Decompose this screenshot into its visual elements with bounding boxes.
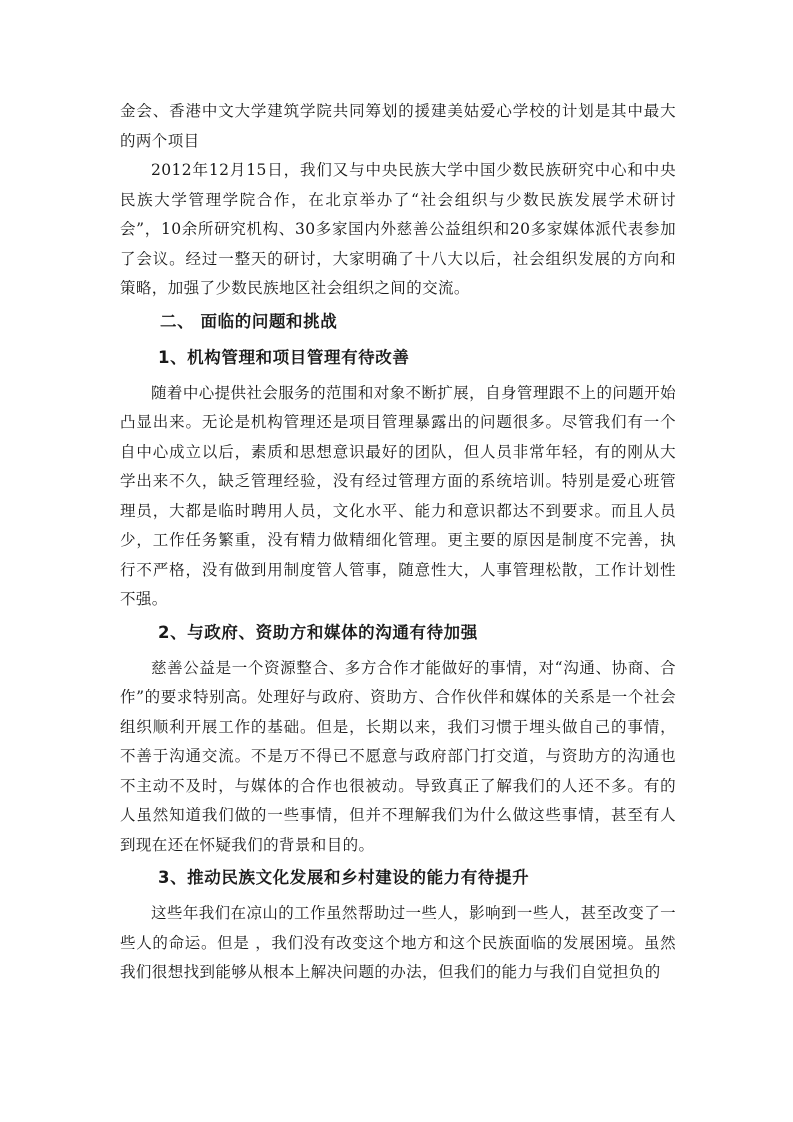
document-body bbox=[120, 97, 676, 988]
paragraph-seminar: 2012年12月15日，我们又与中央民族大学中国少数民族研究中心和中央民族大学管理学院合作，在北京举办了“社会组织与少数民族发展学术研讨会”，10余所研究机构、30多家国内外慈善公益组织和20多家媒体派代表参加了会议。经过一整天的研讨，大家明确了十八大以后，社会组织发展的方向和策略，加强了少数民族地区社会组织之间的交流。 bbox=[120, 161, 676, 297]
subsection-heading-communication: 2、与政府、资助方和媒体的沟通有待加强 bbox=[158, 622, 478, 642]
subsection-heading-management: 1、机构管理和项目管理有待改善 bbox=[158, 347, 410, 367]
paragraph-capacity: 这些年我们在凉山的工作虽然帮助过一些人，影响到一些人，甚至改变了一些人的命运。但是 ，我们没有改变这个地方和这个民族面临的发展困境。虽然我们很想找到能够从根本上解决问题的办法，但我们的能力与我们自觉担负的 bbox=[120, 904, 676, 981]
paragraph-continuation: 金会、香港中文大学建筑学院共同筹划的援建美姑爱心学校的计划是其中最大的两个项目 bbox=[120, 102, 676, 150]
paragraph-communication: 慈善公益是一个资源整合、多方合作才能做好的事情，对“沟通、协商、合作”的要求特别高。处理好与政府、资助方、合作伙伴和媒体的关系是一个社会组织顺利开展工作的基础。但是，长期以来，我们习惯于埋头做自己的事情，不善于沟通交流。不是万不得已不愿意与政府部门打交道，与资助方的沟通也不主动不及时，与媒体的合作也很被动。导致真正了解我们的人还不多。有的人虽然知道我们做的一些事情，但并不理解我们为什么做这些事情，甚至有人到现在还在怀疑我们的背景和目的。 bbox=[120, 658, 676, 854]
paragraph-management: 随着中心提供社会服务的范围和对象不断扩展，自身管理跟不上的问题开始凸显出来。无论是机构管理还是项目管理暴露出的问题很多。尽管我们有一个自中心成立以后，素质和思想意识最好的团队，但人员非常年轻，有的刚从大学出来不久，缺乏管理经验，没有经过管理方面的系统培训。特别是爱心班管理员，大都是临时聘用人员，文化水平、能力和意识都达不到要求。而且人员少，工作任务繁重，没有精力做精细化管理。更主要的原因是制度不完善，执行不严格，没有做到用制度管人管事，随意性大，人事管理松散，工作计划性不强。 bbox=[120, 383, 676, 608]
section-heading-challenges: 二、 面临的问题和挑战 bbox=[160, 311, 338, 331]
subsection-heading-capacity: 3、推动民族文化发展和乡村建设的能力有待提升 bbox=[158, 868, 530, 887]
